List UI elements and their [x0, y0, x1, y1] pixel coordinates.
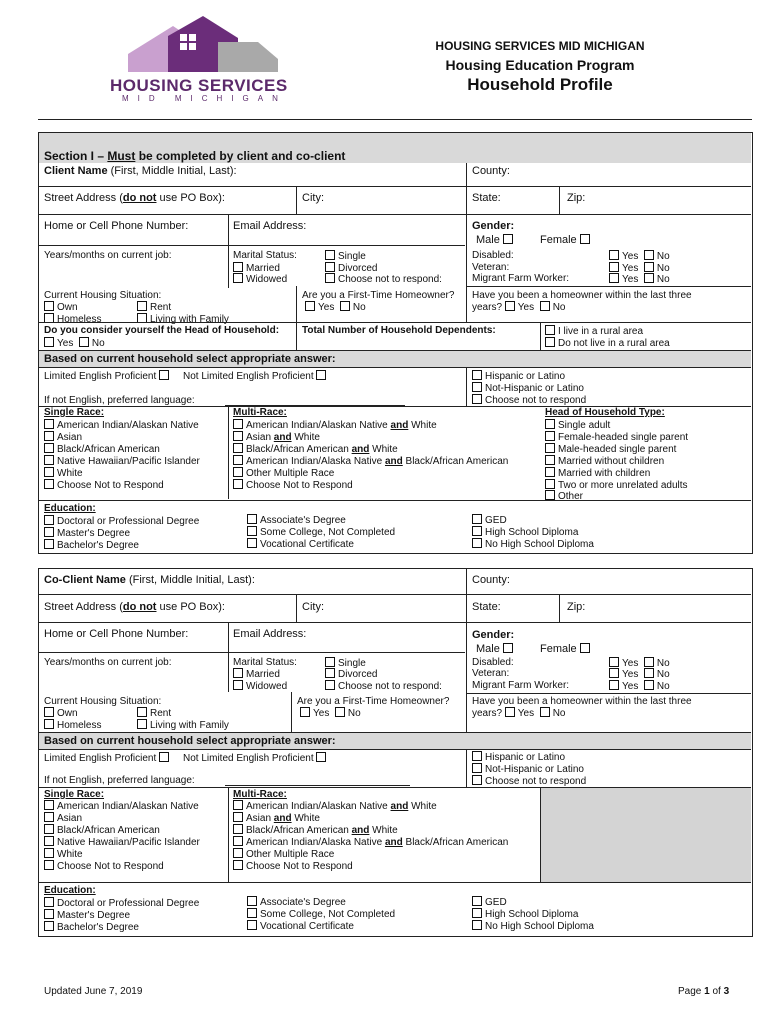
single-race-item[interactable]: Native Hawaiian/Pacific Islander — [44, 455, 200, 468]
migrant-options[interactable]: Yes No — [609, 273, 670, 286]
ethnicity-choose-not[interactable]: Choose not to respond — [472, 394, 586, 407]
coclient-been-homeowner-options[interactable]: years? Yes No — [472, 708, 566, 719]
head-type-item[interactable]: Single adult — [545, 419, 610, 432]
coclient-email-label[interactable]: Email Address: — [233, 628, 307, 640]
single-race-item[interactable]: Asian — [44, 431, 82, 444]
coclient-county-label[interactable]: County: — [472, 574, 510, 586]
head-type-label: Head of Household Type: — [545, 407, 665, 418]
disabled-label: Disabled: — [472, 250, 514, 261]
head-type-item[interactable]: Other — [545, 490, 583, 503]
dependents-label[interactable]: Total Number of Household Dependents: — [302, 325, 496, 336]
multi-race-item[interactable]: American Indian/Alaska Native and Black/African American — [233, 455, 508, 468]
coclient-multi-race-label: Multi-Race: — [233, 789, 287, 800]
coclient-single-race-item[interactable]: White — [44, 848, 83, 861]
logo-subtext: MID MICHIGAN — [122, 94, 287, 103]
coclient-multi-race-item[interactable]: Asian and White — [233, 812, 320, 825]
coclient-street-label[interactable]: Street Address (do not use PO Box): — [44, 601, 225, 613]
housing-own[interactable]: Own — [44, 301, 78, 314]
gender-male[interactable]: Male — [476, 234, 516, 247]
coclient-housing-own[interactable]: Own — [44, 707, 78, 720]
coclient-marital-single[interactable]: Single — [325, 657, 366, 670]
coclient-name-label[interactable]: Co-Client Name (First, Middle Initial, Last): — [44, 574, 255, 586]
coclient-marital-widowed[interactable]: Widowed — [233, 680, 287, 693]
coclient-multi-race-item[interactable]: Black/African American and White — [233, 824, 398, 837]
marital-single[interactable]: Single — [325, 250, 366, 263]
coclient-migrant-options[interactable]: Yes No — [609, 680, 670, 693]
head-type-item[interactable]: Female-headed single parent — [545, 431, 688, 444]
coclient-single-race-item[interactable]: Choose Not to Respond — [44, 860, 164, 873]
coclient-lep-option[interactable]: Limited English Proficient — [44, 752, 172, 765]
coclient-state-label[interactable]: State: — [472, 601, 501, 613]
first-time-options[interactable]: Yes No — [305, 301, 366, 314]
coclient-zip-label[interactable]: Zip: — [567, 601, 586, 613]
coclient-edu-item[interactable]: High School Diploma — [472, 908, 578, 921]
page-title: Household Profile — [467, 75, 613, 94]
coclient-marital-choose-not[interactable]: Choose not to respond: — [325, 680, 442, 693]
coclient-single-race-item[interactable]: Native Hawaiian/Pacific Islander — [44, 836, 200, 849]
coclient-edu-item[interactable]: Bachelor's Degree — [44, 921, 139, 934]
veteran-label: Veteran: — [472, 262, 510, 273]
marital-choose-not[interactable]: Choose not to respond: — [325, 273, 442, 286]
county-label[interactable]: County: — [472, 165, 510, 177]
not-hispanic-option[interactable]: Not-Hispanic or Latino — [472, 382, 584, 395]
edu-item[interactable]: Associate's Degree — [247, 514, 346, 527]
coclient-edu-item[interactable]: Associate's Degree — [247, 896, 346, 909]
multi-race-item[interactable]: Asian and White — [233, 431, 320, 444]
gender-female[interactable]: Female — [540, 234, 593, 247]
coclient-veteran-options[interactable]: Yes No — [609, 668, 670, 681]
edu-item[interactable]: Master's Degree — [44, 527, 130, 540]
coclient-edu-item[interactable]: GED — [472, 896, 507, 909]
coclient-disabled-options[interactable]: Yes No — [609, 657, 670, 670]
lep-option[interactable]: Limited English Proficient — [44, 370, 172, 383]
rural-no[interactable]: Do not live in a rural area — [545, 337, 670, 350]
coclient-multi-race-item[interactable]: American Indian/Alaskan Native and White — [233, 800, 437, 813]
disabled-options[interactable]: Yes No — [609, 250, 670, 263]
coclient-marital-divorced[interactable]: Divorced — [325, 668, 377, 681]
coclient-edu-item[interactable]: Vocational Certificate — [247, 920, 354, 933]
coclient-edu-item[interactable]: Master's Degree — [44, 909, 130, 922]
been-homeowner-options[interactable]: years? Yes No — [472, 302, 566, 313]
coclient-not-hispanic[interactable]: Not-Hispanic or Latino — [472, 763, 584, 776]
org-name: HOUSING SERVICES MID MICHIGAN — [435, 39, 645, 53]
single-race-item[interactable]: White — [44, 467, 83, 480]
rural-yes[interactable]: I live in a rural area — [545, 325, 643, 338]
shaded-cell — [541, 788, 751, 882]
multi-race-item[interactable]: American Indian/Alaskan Native and White — [233, 419, 437, 432]
email-label[interactable]: Email Address: — [233, 220, 307, 232]
coclient-pref-lang-label[interactable]: If not English, preferred language: — [44, 775, 195, 786]
edu-item[interactable]: Vocational Certificate — [247, 538, 354, 551]
edu-item[interactable]: Bachelor's Degree — [44, 539, 139, 552]
coclient-gender-female[interactable]: Female — [540, 643, 593, 656]
migrant-label: Migrant Farm Worker: — [472, 273, 570, 284]
head-type-item[interactable]: Married with children — [545, 467, 650, 480]
street-address-label[interactable]: Street Address (do not use PO Box): — [44, 192, 225, 204]
coclient-gender-male[interactable]: Male — [476, 643, 516, 656]
edu-item[interactable]: High School Diploma — [472, 526, 578, 539]
edu-item[interactable]: GED — [472, 514, 507, 527]
coclient-single-race-item[interactable]: American Indian/Alaskan Native — [44, 800, 199, 813]
single-race-label: Single Race: — [44, 407, 105, 418]
city-label[interactable]: City: — [302, 192, 324, 204]
been-homeowner-label: Have you been a homeowner within the last three — [472, 290, 692, 301]
coclient-first-time-options[interactable]: Yes No — [300, 707, 361, 720]
coclient-ethnicity-choose-not[interactable]: Choose not to respond — [472, 775, 586, 788]
housing-situation-label: Current Housing Situation: — [44, 290, 162, 301]
hispanic-option[interactable]: Hispanic or Latino — [472, 370, 565, 383]
coclient-housing-homeless[interactable]: Homeless — [44, 719, 101, 732]
zip-label[interactable]: Zip: — [567, 192, 586, 204]
section-title: Section I – Must be completed by client and co-client — [44, 149, 346, 163]
marital-married[interactable]: Married — [233, 262, 280, 275]
marital-status-label: Marital Status: — [233, 250, 297, 261]
coclient-not-lep-option[interactable]: Not Limited English Proficient — [183, 752, 329, 765]
not-lep-option[interactable]: Not Limited English Proficient — [183, 370, 329, 383]
edu-item[interactable]: No High School Diploma — [472, 538, 594, 551]
coclient-phone-label[interactable]: Home or Cell Phone Number: — [44, 628, 189, 640]
logo — [108, 14, 298, 104]
coclient-hispanic[interactable]: Hispanic or Latino — [472, 751, 565, 764]
edu-item[interactable]: Some College, Not Completed — [247, 526, 395, 539]
head-of-household-q: Do you consider yourself the Head of Household: — [44, 325, 280, 336]
program-name: Housing Education Program — [445, 57, 635, 73]
marital-divorced[interactable]: Divorced — [325, 262, 377, 275]
client-name-label: Client Name (First, Middle Initial, Last): — [44, 165, 237, 177]
edu-item[interactable]: Doctoral or Professional Degree — [44, 515, 199, 528]
head-of-household-options[interactable]: Yes No — [44, 337, 105, 350]
first-time-homeowner-label: Are you a First-Time Homeowner? — [302, 290, 455, 301]
coclient-disabled-label: Disabled: — [472, 657, 514, 668]
housing-rent[interactable]: Rent — [137, 301, 171, 314]
head-type-item[interactable]: Two or more unrelated adults — [545, 479, 688, 492]
logo-text: HOUSING SERVICES — [110, 76, 288, 95]
head-type-item[interactable]: Married without children — [545, 455, 664, 468]
updated-date: Updated June 7, 2019 — [44, 986, 143, 997]
page-number: Page 1 of 3 — [678, 986, 730, 997]
veteran-options[interactable]: Yes No — [609, 262, 670, 275]
coclient-marital-married[interactable]: Married — [233, 668, 280, 681]
coclient-housing-rent[interactable]: Rent — [137, 707, 171, 720]
coclient-marital-status: Marital Status: — [233, 657, 297, 668]
housing-living-family[interactable]: Living with Family — [137, 313, 229, 326]
education-label: Education: — [44, 503, 96, 514]
coclient-edu-item[interactable]: Some College, Not Completed — [247, 908, 395, 921]
coclient-single-race-item[interactable]: Asian — [44, 812, 82, 825]
gender-label: Gender: — [472, 220, 515, 232]
coclient-single-race-label: Single Race: — [44, 789, 105, 800]
select-band-label: Based on current household select appropriate answer: — [44, 353, 336, 365]
multi-race-item[interactable]: Black/African American and White — [233, 443, 398, 456]
single-race-item[interactable]: American Indian/Alaskan Native — [44, 419, 199, 432]
marital-widowed[interactable]: Widowed — [233, 273, 287, 286]
coclient-gender-label: Gender: — [472, 629, 515, 641]
coclient-select-band-label: Based on current household select appropriate answer: — [44, 735, 336, 747]
multi-race-item[interactable]: Choose Not to Respond — [233, 479, 353, 492]
head-type-item[interactable]: Male-headed single parent — [545, 443, 676, 456]
coclient-first-time-label: Are you a First-Time Homeowner? — [297, 696, 450, 707]
coclient-city-label[interactable]: City: — [302, 601, 324, 613]
coclient-edu-item[interactable]: No High School Diploma — [472, 920, 594, 933]
coclient-edu-item[interactable]: Doctoral or Professional Degree — [44, 897, 199, 910]
coclient-years-job-label[interactable]: Years/months on current job: — [44, 657, 172, 668]
coclient-veteran-label: Veteran: — [472, 668, 510, 679]
coclient-multi-race-item[interactable]: Choose Not to Respond — [233, 860, 353, 873]
coclient-single-race-item[interactable]: Black/African American — [44, 824, 160, 837]
multi-race-item[interactable]: Other Multiple Race — [233, 467, 334, 480]
coclient-been-homeowner-label: Have you been a homeowner within the last three — [472, 696, 692, 707]
coclient-multi-race-item[interactable]: American Indian/Alaska Native and Black/African American — [233, 836, 508, 849]
coclient-multi-race-item[interactable]: Other Multiple Race — [233, 848, 334, 861]
preferred-language-label[interactable]: If not English, preferred language: — [44, 395, 195, 406]
coclient-education-label: Education: — [44, 885, 96, 896]
single-race-item[interactable]: Choose Not to Respond — [44, 479, 164, 492]
coclient-housing-label: Current Housing Situation: — [44, 696, 162, 707]
coclient-migrant-label: Migrant Farm Worker: — [472, 680, 570, 691]
single-race-item[interactable]: Black/African American — [44, 443, 160, 456]
years-job-label[interactable]: Years/months on current job: — [44, 250, 172, 261]
coclient-housing-living-family[interactable]: Living with Family — [137, 719, 229, 732]
state-label[interactable]: State: — [472, 192, 501, 204]
multi-race-label: Multi-Race: — [233, 407, 287, 418]
housing-homeless[interactable]: Homeless — [44, 313, 101, 326]
phone-label[interactable]: Home or Cell Phone Number: — [44, 220, 189, 232]
